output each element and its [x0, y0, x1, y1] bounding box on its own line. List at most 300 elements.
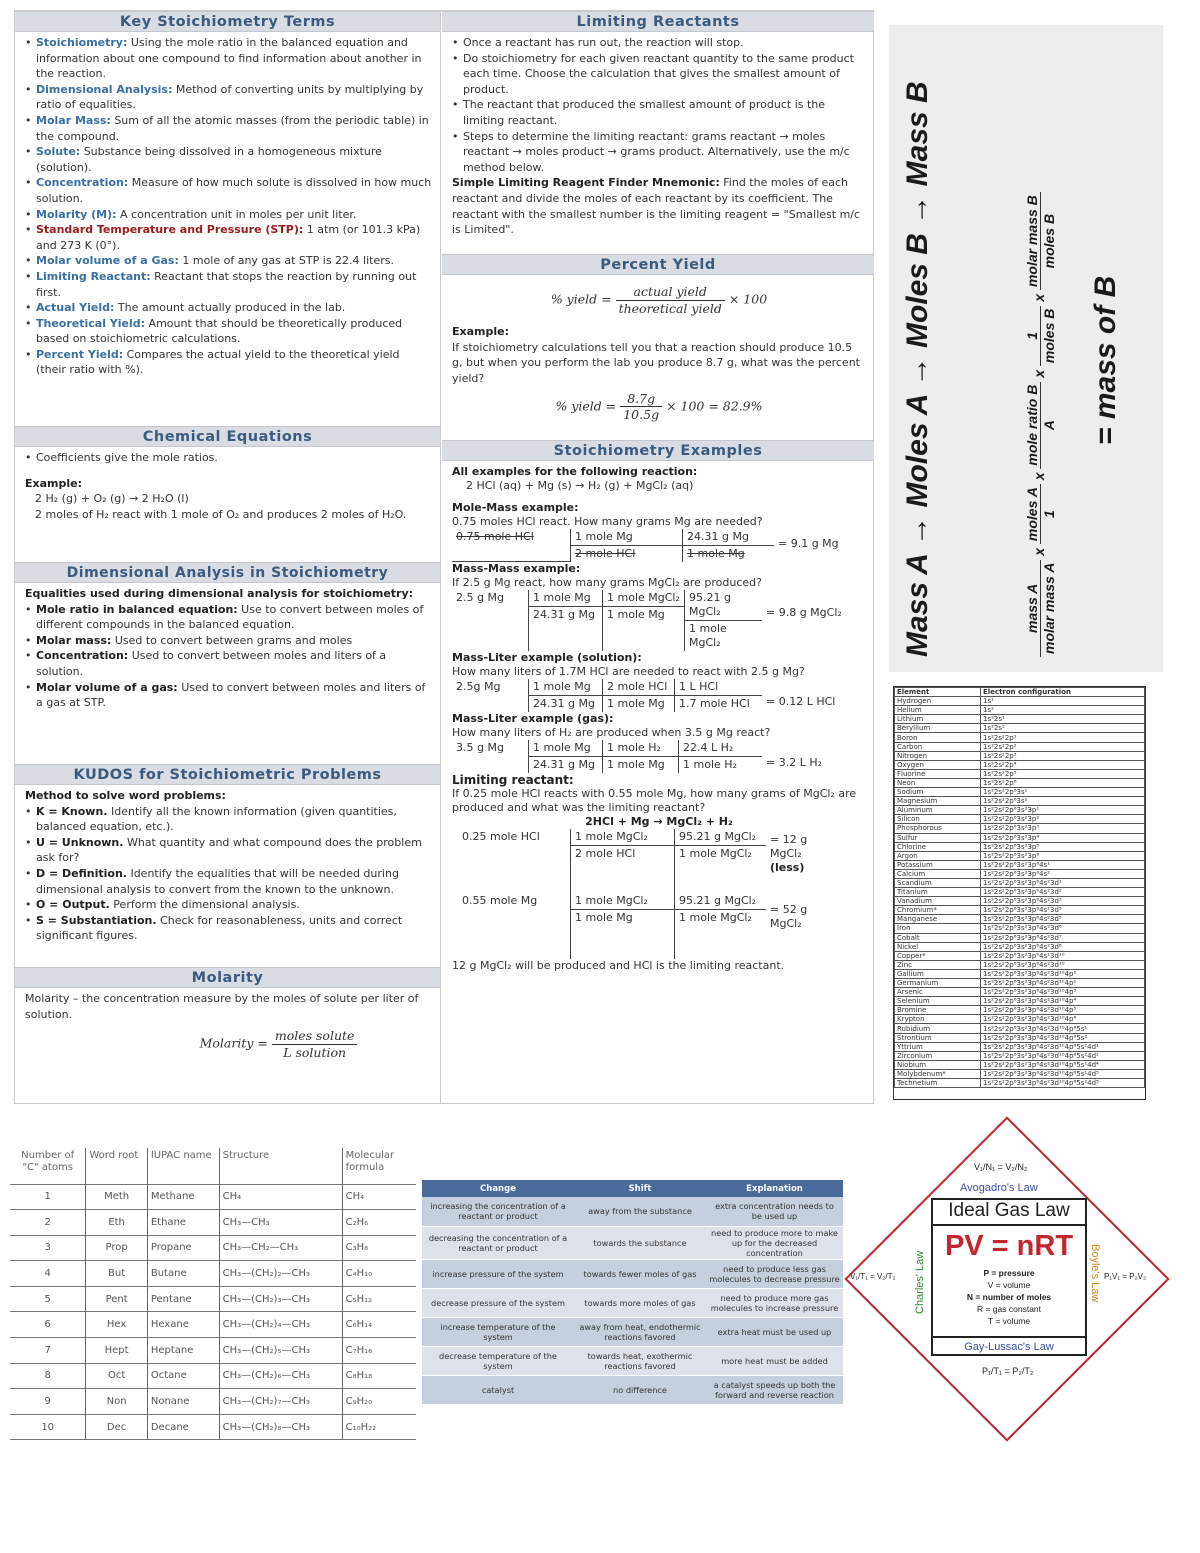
term-definition: Measure of how much solute is dissolved in how much solution. — [36, 176, 432, 205]
mnemonic-label: Simple Limiting Reagent Finder Mnemonic: — [452, 176, 720, 190]
table-row — [895, 715, 1145, 724]
calc-term: 2 mole HCl — [575, 547, 636, 560]
mass-liter-gas-label: Mass-Liter example (gas): — [452, 712, 614, 725]
calc-term: 1 mole MgCl₂ — [607, 591, 680, 604]
table-row — [895, 778, 1145, 787]
table-cell: Hexane — [147, 1312, 219, 1338]
table-cell: Argon — [895, 851, 981, 860]
table-cell: 1s²2s²2p³ — [981, 751, 1145, 760]
table-row — [895, 906, 1145, 915]
column-header: Molecular formula — [342, 1148, 416, 1184]
table-cell: Meth — [86, 1184, 148, 1210]
table-row — [895, 733, 1145, 742]
table-cell: Fluorine — [895, 769, 981, 778]
table-cell: Lithium — [895, 715, 981, 724]
table-cell: CH₃—(CH₂)₃—CH₃ — [219, 1286, 342, 1312]
ideal-gas-equation: PV = nRT — [944, 1230, 1074, 1262]
py-denominator: theoretical yield — [618, 300, 722, 316]
table-cell: Chromium* — [895, 906, 981, 915]
table-cell: Cobalt — [895, 933, 981, 942]
table-cell: 1s²2s²2p⁶3s²3p⁶4s²3d¹⁰ — [981, 960, 1145, 969]
table-cell: 1s²2s²2p⁶3s²3p⁶4s²3d³ — [981, 897, 1145, 906]
table-row — [10, 1312, 416, 1338]
py-ex-fraction — [620, 391, 662, 423]
calc-term: 22.4 L H₂ — [683, 741, 734, 754]
times-sign: x — [1031, 548, 1048, 556]
calc-term: 1 mole Mg — [607, 758, 665, 771]
molarity-definition: Molarity – the concentration measure by the moles of solute per liter of solution. — [25, 992, 419, 1021]
calc-term: 24.31 g Mg — [533, 608, 595, 621]
table-row — [10, 1389, 416, 1415]
table-cell: Neon — [895, 778, 981, 787]
table-cell: Nickel — [895, 942, 981, 951]
table-cell: Hex — [86, 1312, 148, 1338]
le-chatelier-table — [422, 1180, 843, 1432]
table-row — [895, 924, 1145, 933]
table-row — [895, 751, 1145, 760]
table-cell: 1s²2s²2p⁶3s²3p⁶4s²3d⁷ — [981, 933, 1145, 942]
limiting-example-label: Limiting reactant: — [452, 773, 574, 787]
electron-configuration-table — [893, 686, 1146, 1100]
table-cell: Aluminum — [895, 806, 981, 815]
table-cell: Strontium — [895, 1033, 981, 1042]
calc-result: = 0.12 L HCl — [766, 695, 836, 708]
table-cell: catalyst — [422, 1375, 574, 1404]
table-cell: 1s²2s²2p⁵ — [981, 769, 1145, 778]
table-row — [895, 878, 1145, 887]
table-cell: C₈H₁₈ — [342, 1363, 416, 1389]
list-item — [25, 207, 432, 223]
table-row — [895, 1060, 1145, 1069]
term-definition: What quantity and what compound does the problem ask for? — [36, 835, 422, 865]
table-cell: Manganese — [895, 915, 981, 924]
term-label: Molarity (M): — [36, 207, 117, 221]
table-cell: Scandium — [895, 878, 981, 887]
table-cell: 1s²2s²2p⁶3s²3p⁶4s²3d¹⁰4p¹ — [981, 969, 1145, 978]
table-cell: Arsenic — [895, 988, 981, 997]
percent-yield-heading: Percent Yield — [442, 254, 874, 275]
term-definition: 1 atm (or 101.3 kPa) and 273 K (0°). — [36, 223, 421, 252]
table-row — [895, 915, 1145, 924]
table-cell: 1 — [44, 1191, 51, 1203]
table-row — [895, 988, 1145, 997]
calc-term: 1 mole Mg — [607, 608, 665, 621]
table-cell: decrease temperature of the system — [422, 1346, 574, 1375]
table-cell: increasing the concentration of a reactant or product — [422, 1197, 574, 1226]
calc-term: 1 mole MgCl₂ — [679, 911, 752, 924]
table-row — [10, 1210, 416, 1236]
term-definition: 1 mole of any gas at STP is 22.4 liters. — [178, 254, 394, 268]
calc-term: 1 mole MgCl₂ — [575, 830, 648, 843]
table-cell: 1s²2s²2p⁶3s²3p⁶4s²3d¹⁰4p⁴ — [981, 997, 1145, 1006]
py-ex-denominator: 10.5g — [623, 407, 660, 423]
f4-den: moles B — [1041, 308, 1057, 364]
table-row — [422, 1259, 843, 1288]
table-row — [895, 951, 1145, 960]
table-cell: decreasing the concentration of a reactant or product — [422, 1226, 574, 1259]
temperature-def: T = volume — [987, 1316, 1031, 1326]
chemical-equations-body — [15, 447, 440, 562]
ideal-gas-box — [931, 1198, 1087, 1356]
term-label: K = Known. — [36, 804, 108, 818]
term-definition: Identify all the known information (given quantities, balanced equation, etc.). — [36, 804, 397, 834]
term-definition: Amount that should be theoretically produced based on stoichiometric calculations. — [36, 316, 403, 346]
table-row — [895, 897, 1145, 906]
table-cell: Hept — [86, 1338, 148, 1364]
table-cell: Phosphorous — [895, 824, 981, 833]
list-item: • Steps to determine the limiting reactant: grams reactant → moles reactant → moles product → grams product. Alternatively, use the m/c method below. — [452, 129, 866, 176]
py-ex-numerator: 8.7g — [620, 391, 662, 408]
charles-label: Charles' Law — [914, 1250, 926, 1314]
table-cell: 1s²2s²2p⁶3s²3p² — [981, 815, 1145, 824]
term-label: Concentration: — [36, 649, 129, 663]
term-label: Actual Yield: — [36, 301, 115, 315]
table-cell: increase temperature of the system — [422, 1317, 574, 1346]
table-row — [895, 960, 1145, 969]
py-fraction — [616, 284, 725, 316]
percent-yield-body — [442, 275, 874, 440]
list-item — [25, 316, 432, 347]
term-definition: Compares the actual yield to the theoretical yield (their ratio with %). — [36, 347, 400, 377]
table-cell: towards more moles of gas — [574, 1288, 706, 1317]
molarity-numerator: moles solute — [272, 1028, 358, 1045]
table-cell: Silicon — [895, 815, 981, 824]
list-item — [25, 866, 432, 897]
table-row — [895, 833, 1145, 842]
term-definition: Perform the dimensional analysis. — [109, 898, 300, 912]
table-cell: Krypton — [895, 1015, 981, 1024]
conversion-banner — [889, 25, 1163, 672]
py-ex-rhs: × 100 = 82.9% — [666, 398, 763, 414]
table-cell: 10 — [41, 1421, 55, 1433]
table-row — [895, 1069, 1145, 1078]
term-definition: Identify the equalities that will be needed during dimensional analysis to convert from the known to the unknown. — [36, 866, 399, 896]
term-definition: Used to convert between moles and liters of a solution. — [36, 649, 387, 678]
table-cell: Heptane — [147, 1338, 219, 1364]
table-cell: C₂H₆ — [342, 1210, 416, 1236]
table-cell: 1s²2s²2p⁶3s²3p⁶4s²3d⁸ — [981, 942, 1145, 951]
molarity-denominator: L solution — [283, 1044, 347, 1060]
term-definition: Used to convert between grams and moles — [111, 633, 353, 647]
table-cell: 1s²2s²2p⁶3s²3p⁶ — [981, 851, 1145, 860]
table-cell: Magnesium — [895, 797, 981, 806]
list-item — [25, 897, 432, 913]
examples-heading: Stoichiometry Examples — [442, 440, 874, 461]
calc-term: 1 mole Mg — [575, 911, 633, 924]
table-row — [895, 869, 1145, 878]
column-header: Number of "C" atoms — [21, 1150, 75, 1173]
table-row — [422, 1375, 843, 1404]
term-definition: A concentration unit in moles per unit liter. — [116, 207, 357, 221]
calc-term: 95.21 g MgCl₂ — [679, 830, 757, 843]
table-cell: 1s²2s²2p⁶3s¹ — [981, 788, 1145, 797]
table-cell: CH₃—(CH₂)₂—CH₃ — [219, 1261, 342, 1287]
chemical-equations-heading: Chemical Equations — [15, 426, 440, 447]
term-label: Standard Temperature and Pressure (STP): — [36, 223, 304, 237]
term-label: Theoretical Yield: — [36, 316, 146, 330]
table-cell: extra heat must be used up — [706, 1317, 843, 1346]
table-cell: 3 — [44, 1242, 51, 1254]
table-cell: Methane — [147, 1184, 219, 1210]
table-cell: 1s²2s²2p⁶3s²3p⁶4s²3d¹⁰4p⁵ — [981, 1006, 1145, 1015]
ideal-gas-title: Ideal Gas Law — [933, 1200, 1085, 1226]
calc-term: 2.5g Mg — [456, 680, 501, 693]
dimensional-analysis-heading: Dimensional Analysis in Stoichiometry — [15, 562, 440, 583]
list-item — [25, 835, 432, 866]
table-cell: away from the substance — [574, 1197, 706, 1226]
table-row — [895, 851, 1145, 860]
table-row — [895, 969, 1145, 978]
table-cell: 1s²2s²2p⁶3s²3p⁶4s²3d⁵ — [981, 915, 1145, 924]
column-header: Word root — [86, 1148, 148, 1184]
mole-mass-label: Mole-Mass example: — [452, 501, 579, 514]
table-cell: 1s²2s²2p⁶3s²3p⁶4s²3d² — [981, 888, 1145, 897]
column-header: IUPAC name — [147, 1148, 219, 1184]
table-row — [10, 1338, 416, 1364]
table-cell: Zinc — [895, 960, 981, 969]
table-cell: increase pressure of the system — [422, 1259, 574, 1288]
table-cell: Propane — [147, 1235, 219, 1261]
mole-mass-question: 0.75 moles HCl react. How many grams Mg are needed? — [452, 515, 763, 528]
table-cell: a catalyst speeds up both the forward and reverse reaction — [706, 1375, 843, 1404]
gay-lussac-formula: P₁/T₁ = P₂/T₂ — [982, 1366, 1034, 1376]
list-item — [25, 222, 432, 253]
list-item — [25, 602, 432, 633]
ideal-gas-law-diagram — [846, 1118, 1168, 1440]
table-cell: Titanium — [895, 888, 981, 897]
table-cell: But — [86, 1261, 148, 1287]
table-cell: towards fewer moles of gas — [574, 1259, 706, 1288]
key-terms-list — [15, 32, 440, 426]
less-label: (less) — [770, 861, 805, 874]
table-cell: Technetium — [895, 1079, 981, 1088]
boyle-label: Boyle's Law — [1089, 1244, 1101, 1303]
f5-den: moles B — [1041, 213, 1057, 269]
table-cell: 1s²2s²2p⁶3s²3p⁶4s²3d¹⁰4p⁶5s¹4d⁴ — [981, 1060, 1145, 1069]
molarity-lhs: Molarity = — [199, 1035, 268, 1051]
table-cell: more heat must be added — [706, 1346, 843, 1375]
mnemonic-text: Find the moles of each reactant and divide the moles of each reactant by its coefficient. The reactant with the smallest number is the limiting reagent = "Smallest m/c is Limited". — [452, 176, 861, 237]
table-row — [895, 769, 1145, 778]
table-cell: Butane — [147, 1261, 219, 1287]
py-lhs: % yield = — [550, 291, 612, 307]
calc-term: 0.75 mole HCl — [456, 530, 534, 543]
table-cell: C₆H₁₄ — [342, 1312, 416, 1338]
table-cell: CH₃—(CH₂)₇—CH₃ — [219, 1389, 342, 1415]
table-cell: CH₃—CH₂—CH₃ — [219, 1235, 342, 1261]
py-example-formula — [452, 391, 866, 423]
list-item — [25, 113, 432, 144]
table-cell: Chlorine — [895, 842, 981, 851]
py-times: × 100 — [728, 291, 768, 307]
calc-term: 2 mole HCl — [575, 847, 636, 860]
table-row — [422, 1288, 843, 1317]
calc-term: 1.7 mole HCl — [679, 697, 750, 710]
gay-lussac-label: Gay-Lussac's Law — [933, 1336, 1085, 1353]
table-cell: extra concentration needs to be used up — [706, 1197, 843, 1226]
mass-mass-label: Mass-Mass example: — [452, 562, 581, 575]
limiting-conclusion: 12 g MgCl₂ will be produced and HCl is the limiting reactant. — [452, 959, 785, 972]
table-cell: 1s²2s²2p⁶3s²3p⁶4s²3d⁶ — [981, 924, 1145, 933]
table-cell: 1s²2s² — [981, 724, 1145, 733]
table-cell: towards the substance — [574, 1226, 706, 1259]
table-cell: CH₃—CH₃ — [219, 1210, 342, 1236]
molarity-fraction — [272, 1028, 358, 1060]
calc-term: 0.55 mole Mg — [462, 894, 538, 907]
calc-term: 1 mole H₂ — [607, 741, 661, 754]
term-definition: Used to convert between moles and liters of a gas at STP. — [36, 680, 426, 710]
table-cell: 4 — [44, 1268, 51, 1280]
table-row — [895, 806, 1145, 815]
table-cell: 1s²2s²2p⁶3s²3p⁶4s² — [981, 869, 1145, 878]
table-cell: CH₃—(CH₂)₈—CH₃ — [219, 1414, 342, 1440]
f3-den: A — [1041, 420, 1057, 431]
list-item — [25, 144, 432, 175]
calc-term: 1 L HCl — [679, 680, 719, 693]
table-cell: 1s²2s²2p⁶3s²3p⁶4s¹3d⁵ — [981, 906, 1145, 915]
table-cell: Sodium — [895, 788, 981, 797]
calc-result: = 9.1 g Mg — [778, 537, 839, 550]
term-label: Concentration: — [36, 176, 129, 190]
table-cell: 1s²2s²2p⁶3s²3p⁵ — [981, 842, 1145, 851]
table-cell: Carbon — [895, 742, 981, 751]
py-ex-lhs: % yield = — [555, 398, 617, 414]
mass-liter-gas-calc — [452, 740, 866, 773]
list-item: • The reactant that produced the smallest amount of product is the limiting reactant. — [452, 97, 866, 128]
table-cell: 8 — [44, 1370, 51, 1382]
kudos-heading: KUDOS for Stoichiometric Problems — [15, 764, 440, 785]
table-row — [895, 1079, 1145, 1088]
table-row — [895, 1006, 1145, 1015]
table-row — [10, 1235, 416, 1261]
table-cell: 1s²2s²2p⁶3s²3p⁶4s²3d¹⁰4p⁶5s²4d¹ — [981, 1042, 1145, 1051]
table-row — [895, 824, 1145, 833]
percent-yield-formula — [452, 284, 866, 316]
table-cell: 1s²2s²2p⁶3s²3p⁶4s²3d¹⁰4p⁶5s² — [981, 1033, 1145, 1042]
table-cell: need to produce more to make up for the decreased concentration — [706, 1226, 843, 1259]
table-cell: Decane — [147, 1414, 219, 1440]
table-cell: 1s²2s²2p¹ — [981, 733, 1145, 742]
list-item — [25, 175, 432, 206]
table-row — [895, 815, 1145, 824]
table-cell: 9 — [44, 1396, 51, 1408]
table-cell: C₃H₈ — [342, 1235, 416, 1261]
mass-of-b-result: = mass of B — [1089, 275, 1122, 445]
table-cell: CH₃—(CH₂)₅—CH₃ — [219, 1338, 342, 1364]
table-cell: Hydrogen — [895, 697, 981, 706]
table-row — [895, 797, 1145, 806]
table-cell: 1s²2s²2p⁶3s²3p⁶4s²3d¹⁰4p⁶ — [981, 1015, 1145, 1024]
table-cell: 1s²2s²2p⁶3s²3p³ — [981, 824, 1145, 833]
kudos-intro: Method to solve word problems: — [25, 789, 226, 802]
times-sign: x — [1031, 472, 1048, 481]
term-definition: Use to convert between moles of different compounds in the balanced equation. — [36, 602, 424, 632]
limiting-example-equation: 2HCl + Mg → MgCl₂ + H₂ — [585, 815, 733, 828]
table-cell: Oxygen — [895, 760, 981, 769]
table-cell: Nonane — [147, 1389, 219, 1415]
term-label: Molar volume of a Gas: — [36, 254, 179, 268]
f3-num: mole ratio B — [1024, 382, 1041, 469]
table-row — [422, 1197, 843, 1226]
table-cell: CH₄ — [219, 1184, 342, 1210]
limiting-example-question: If 0.25 mole HCl reacts with 0.55 mole Mg, how many grams of MgCl₂ are produced and what was the limiting reactant? — [452, 787, 857, 814]
table-cell: 1s²2s²2p⁶3s²3p⁶4s²3d¹⁰4p⁶5s²4d² — [981, 1051, 1145, 1060]
mole-mass-calc — [452, 529, 866, 562]
table-cell: Octane — [147, 1363, 219, 1389]
times-sign: x — [1031, 369, 1048, 378]
table-row — [895, 706, 1145, 715]
term-label: S = Substantiation. — [36, 913, 157, 927]
table-cell: Potassium — [895, 860, 981, 869]
term-label: Molar volume of a gas: — [36, 680, 178, 694]
column-header: Explanation — [706, 1180, 843, 1197]
calc-result: = 12 g MgCl₂ — [770, 833, 808, 860]
left-column — [15, 11, 441, 1103]
table-cell: Nitrogen — [895, 751, 981, 760]
table-row — [895, 1015, 1145, 1024]
term-label: O = Output. — [36, 898, 110, 912]
table-cell: Helium — [895, 706, 981, 715]
calc-term: 2.5 g Mg — [456, 591, 504, 604]
f1-den: molar mass A — [1041, 562, 1057, 654]
table-cell: CH₃—(CH₂)₄—CH₃ — [219, 1312, 342, 1338]
limiting-calc-2 — [452, 893, 866, 959]
calc-term: 1 mole H₂ — [683, 758, 737, 771]
table-cell: 1s²2s²2p⁶3s²3p⁶4s²3d¹⁰4p² — [981, 979, 1145, 988]
term-label: Molar mass: — [36, 633, 112, 647]
calc-term: 3.5 g Mg — [456, 741, 504, 754]
calc-term: 1 mole Mg — [607, 697, 665, 710]
volume-def: V = volume — [987, 1280, 1031, 1290]
list-item — [25, 680, 432, 711]
dimensional-analysis-body — [15, 583, 440, 764]
term-label: Solute: — [36, 145, 81, 159]
table-cell: C₉H₂₀ — [342, 1389, 416, 1415]
calc-term: 0.25 mole HCl — [462, 830, 540, 843]
table-cell: 1s²2s²2p⁶3s²3p⁴ — [981, 833, 1145, 842]
column-header: Change — [422, 1180, 574, 1197]
calc-term: 1 mole Mg — [687, 547, 745, 560]
table-row — [422, 1346, 843, 1375]
table-row — [895, 842, 1145, 851]
middle-column — [442, 11, 874, 1103]
mass-mass-calc — [452, 590, 866, 651]
limiting-calc-1 — [452, 829, 866, 893]
list-item: • Coefficients give the mole ratios. — [25, 450, 432, 466]
term-definition: Substance being dissolved in a homogeneous mixture (solution). — [36, 145, 382, 174]
gas-constant-def: R = gas constant — [976, 1304, 1042, 1314]
calc-term: 1 mole MgCl₂ — [689, 622, 727, 649]
f1-num: mass A — [1024, 560, 1041, 657]
table-cell: Pent — [86, 1286, 148, 1312]
table-cell: Niobium — [895, 1060, 981, 1069]
table-row — [895, 1051, 1145, 1060]
alkanes-table — [10, 1148, 416, 1436]
table-cell: 1s²2s²2p⁶3s² — [981, 797, 1145, 806]
table-row — [895, 888, 1145, 897]
calc-term: 1 mole Mg — [533, 741, 591, 754]
calc-term: 1 mole Mg — [533, 680, 591, 693]
table-cell: Iron — [895, 924, 981, 933]
table-row — [895, 742, 1145, 751]
f5-num: molar mass B — [1024, 192, 1041, 290]
table-cell: 1s²2s²2p⁴ — [981, 760, 1145, 769]
calc-term: 95.21 g MgCl₂ — [689, 591, 731, 618]
column-header: Element — [895, 688, 981, 697]
table-cell: 1s²2s²2p⁶3s²3p⁶4s²3d¹ — [981, 878, 1145, 887]
stoichiometry-cheatsheet — [14, 10, 874, 1104]
conversion-formula — [1024, 192, 1057, 657]
